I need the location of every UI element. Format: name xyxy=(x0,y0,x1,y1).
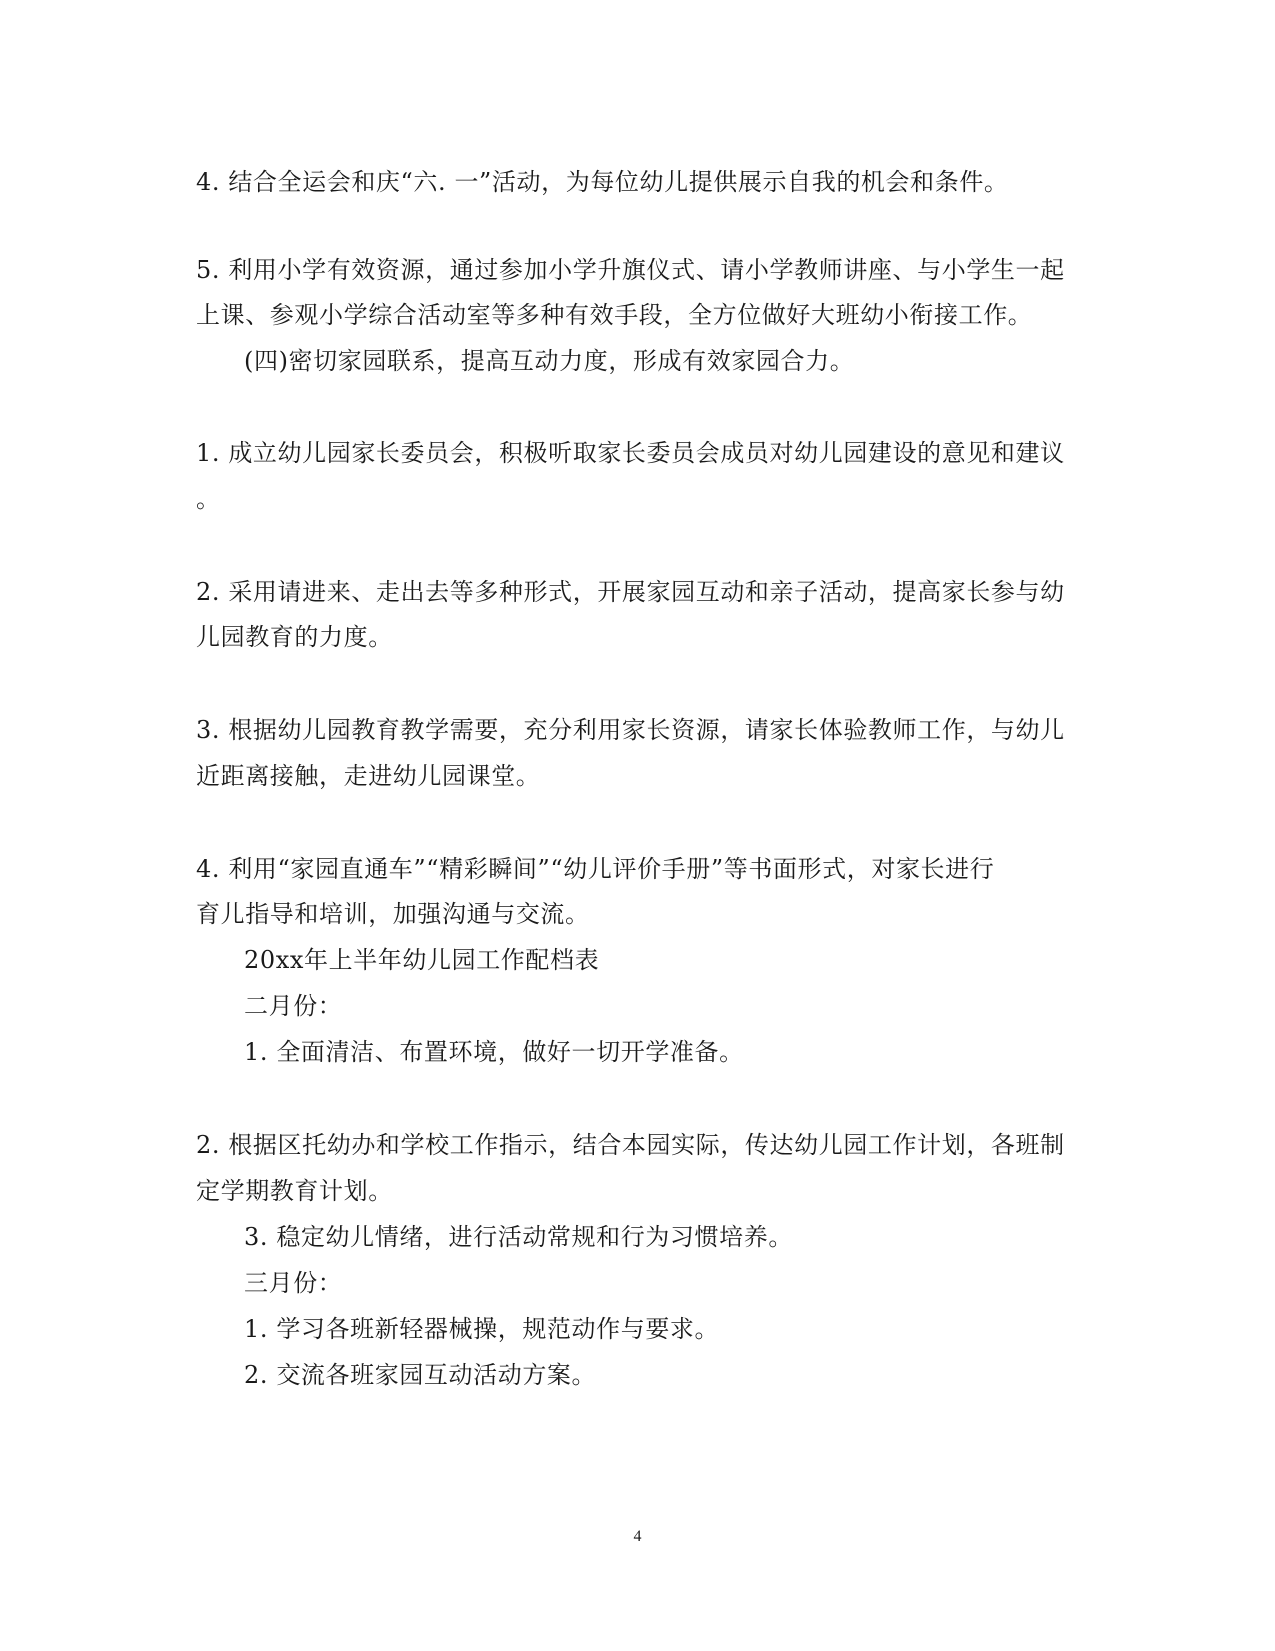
text-line: 2. 采用请进来、走出去等多种形式，开展家园互动和亲子活动，提高家长参与幼 xyxy=(196,578,1065,606)
section-heading: (四)密切家园联系，提高互动力度，形成有效家园合力。 xyxy=(244,347,855,375)
text-line: 4. 结合全运会和庆“六. 一”活动，为每位幼儿提供展示自我的机会和条件。 xyxy=(196,168,1009,196)
text-line: 儿园教育的力度。 xyxy=(196,623,393,651)
text-line: 1. 全面清洁、布置环境，做好一切开学准备。 xyxy=(244,1038,744,1066)
table-title: 20xx年上半年幼儿园工作配档表 xyxy=(244,946,600,974)
text-line: 2. 根据区托幼办和学校工作指示，结合本园实际，传达幼儿园工作计划，各班制 xyxy=(196,1131,1065,1159)
text-line: 2. 交流各班家园互动活动方案。 xyxy=(244,1361,597,1389)
text-line: 3. 稳定幼儿情绪，进行活动常规和行为习惯培养。 xyxy=(244,1223,793,1251)
text-line: 上课、参观小学综合活动室等多种有效手段，全方位做好大班幼小衔接工作。 xyxy=(196,301,1033,329)
text-line: 1. 学习各班新轻器械操，规范动作与要求。 xyxy=(244,1315,720,1343)
text-line: 1. 成立幼儿园家长委员会，积极听取家长委员会成员对幼儿园建设的意见和建议 xyxy=(196,439,1065,467)
page-number: 4 xyxy=(633,1528,642,1545)
month-heading: 三月份： xyxy=(244,1269,343,1297)
month-heading: 二月份： xyxy=(244,992,343,1020)
text-line: 3. 根据幼儿园教育教学需要，充分利用家长资源，请家长体验教师工作，与幼儿 xyxy=(196,716,1065,744)
text-line: 育儿指导和培训，加强沟通与交流。 xyxy=(196,900,590,928)
text-line: 近距离接触，走进幼儿园课堂。 xyxy=(196,762,541,790)
text-line: 5. 利用小学有效资源，通过参加小学升旗仪式、请小学教师讲座、与小学生一起 xyxy=(196,256,1065,284)
text-line: 定学期教育计划。 xyxy=(196,1177,393,1205)
text-line: 。 xyxy=(196,485,221,513)
text-line: 4. 利用“家园直通车”“精彩瞬间”“幼儿评价手册”等书面形式，对家长进行 xyxy=(196,855,995,883)
